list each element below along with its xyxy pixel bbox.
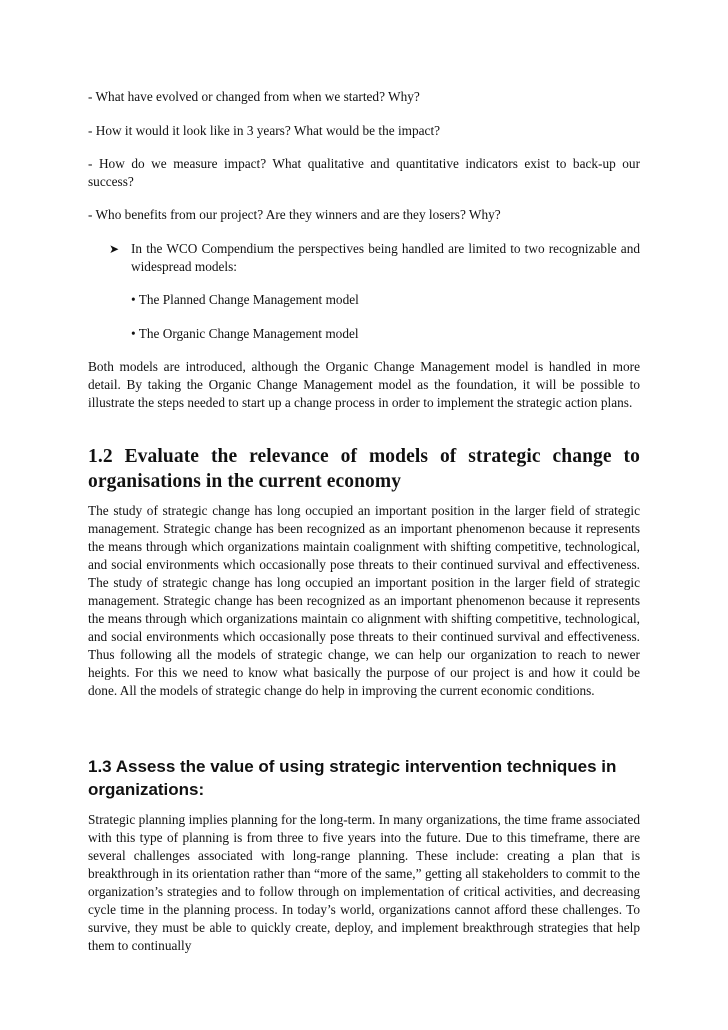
question-three-years: - How it would it look like in 3 years? What would be the impact?	[88, 123, 441, 138]
question-measure-impact: - How do we measure impact? What qualitative and quantitative indicators exist to back-up our success?	[88, 156, 640, 189]
intro-paragraph: Both models are introduced, although the Organic Change Management model is handled in more detail. By taking the Organic Change Management model as the foundation, it will be possible to illustrate the steps needed to start up a change process in order to implement the strategic action plans.	[88, 359, 640, 410]
question-evolved: - What have evolved or changed from when we started? Why?	[88, 89, 420, 104]
section-1-3-body: Strategic planning implies planning for the long-term. In many organizations, the time frame associated with this type of planning is from three to five years into the future. Due to this timeframe, there are several challenges associated with long-range planning. These include: creating a plan that is breakthrough in its orientation rather than “more of the same,” getting all stakeholders to commit to the organization’s strategies and to follow through on implementation of critical activities, and decreasing cycle time in the planning process. In today’s world, organizations cannot afford these challenges. To survive, they must be able to quickly create, deploy, and implement breakthrough strategies that help them to continually	[88, 812, 640, 953]
bullet-item-compendium	[109, 240, 640, 276]
section-1-3-heading: 1.3 Assess the value of using strategic intervention techniques in organizations:	[88, 757, 617, 799]
section-1-2-body: The study of strategic change has long occupied an important position in the larger field of strategic management. Strategic change has been recognized as an important phenomenon because it represents the means through which organizations maintain coalignment with shifting competitive, technological, and social environments which occasionally pose threats to their continued survival and effectiveness. The study of strategic change has long occupied an important position in the larger field of strategic management. Strategic change has been recognized as an important phenomenon because it represents the means through which organizations maintain co alignment with shifting competitive, technological, and social environments which occasionally pose threats to their continued survival and effectiveness. Thus following all the models of strategic change, we can help our organization to reach to newer heights. For this we need to know what basically the purpose of our project is and how it could be done. All the models of strategic change do help in improving the current economic conditions.	[88, 503, 640, 698]
model-organic-change: • The Organic Change Management model	[131, 326, 359, 341]
section-1-2-heading: 1.2 Evaluate the relevance of models of strategic change to organisations in the current economy	[88, 446, 640, 492]
model-planned-change: • The Planned Change Management model	[131, 292, 359, 307]
bullet-text: In the WCO Compendium the perspectives being handled are limited to two recognizable and widespread models:	[131, 241, 640, 274]
arrow-bullet-icon: ➤	[109, 242, 120, 256]
question-beneficiaries: - Who benefits from our project? Are they winners and are they losers? Why?	[88, 207, 501, 222]
